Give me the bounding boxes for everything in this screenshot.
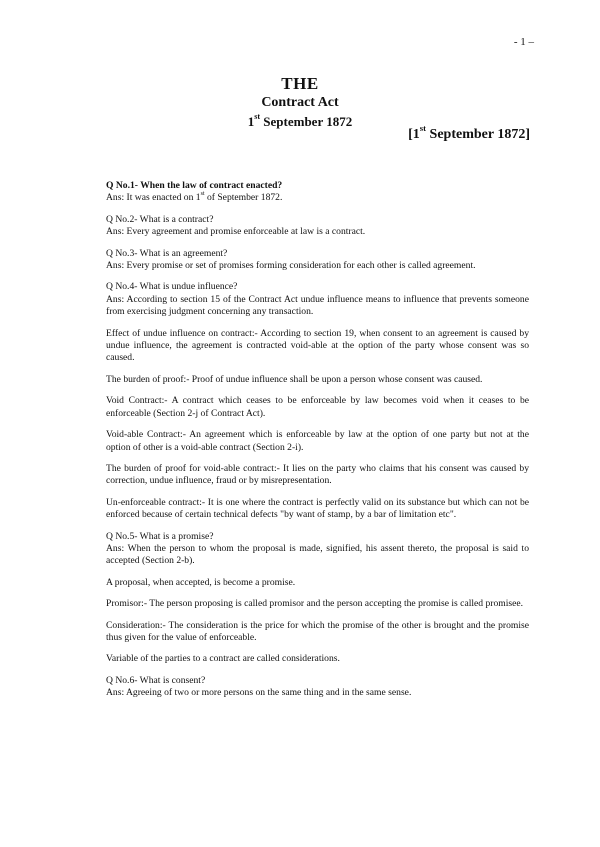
document-body xyxy=(106,180,529,709)
title-date-text: 1st September 1872 xyxy=(247,112,353,129)
qa-1 xyxy=(106,180,529,205)
title-date-right-text: [1st September 1872] xyxy=(408,123,530,142)
question-1: Q No.1- When the law of contract enacted? xyxy=(106,180,283,191)
question-3: Q No.3- What is an agreement? xyxy=(106,247,228,259)
title-main xyxy=(0,74,600,94)
paragraph-consideration: Consideration:- The consideration is the price for which the promise of the other is brought and the promise thus given for the value of enforceable. xyxy=(106,619,529,643)
qa-6 xyxy=(106,675,529,700)
question-4: Q No.4- What is undue influence? xyxy=(106,281,238,293)
title-date-right xyxy=(408,123,530,143)
question-6: Q No.6- What is consent? xyxy=(106,674,206,686)
answer-5: Ans: When the person to whom the proposal is made, signified, his assent thereto, the proposal is said to accepted (Section 2-b). xyxy=(106,542,529,567)
paragraph-void-contract: Void Contract:- A contract which ceases to be enforceable by law becomes void when it ceases to be enforceable (Section 2-j of Contract Act). xyxy=(106,395,529,419)
qa-5 xyxy=(106,531,529,568)
paragraph-voidable-contract: Void-able Contract:- An agreement which is enforceable by law at the option of one party but not at the option of other is a void-able contract (Section 2-i). xyxy=(106,429,529,453)
answer-4: Ans: According to section 15 of the Contract Act undue influence means to influence that prevents someone from exercising judgment concerning any transaction. xyxy=(106,293,529,318)
title-sub: Contract Act xyxy=(261,95,339,110)
qa-3 xyxy=(106,248,529,273)
paragraph-burden-voidable: The burden of proof for void-able contract:- It lies on the party who claims that his consent was caused by correction, undue influence, fraud or by misrepresentation. xyxy=(106,462,529,487)
paragraph-proposal: A proposal, when accepted, is become a promise. xyxy=(106,576,296,588)
page-number: - 1 – xyxy=(513,36,534,48)
answer-1: Ans: It was enacted on 1st of September 1872. xyxy=(106,191,283,204)
paragraph-undue-effect: Effect of undue influence on contract:- According to section 19, when consent to an agreement is caused by undue influence, the agreement is contracted void-able at the option of the party whose consent was so caused. xyxy=(106,327,529,364)
answer-3: Ans: Every promise or set of promises forming consideration for each other is called agreement. xyxy=(106,260,476,272)
paragraph-promisor: Promisor:- The person proposing is called promisor and the person accepting the promise is called promisee. xyxy=(106,598,524,610)
answer-2: Ans: Every agreement and promise enforceable at law is a contract. xyxy=(106,226,366,238)
paragraph-burden-proof: The burden of proof:- Proof of undue influence shall be upon a person whose consent was caused. xyxy=(106,373,483,385)
question-5: Q No.5- What is a promise? xyxy=(106,530,214,542)
paragraph-unenforceable: Un-enforceable contract:- It is one where the contract is perfectly valid on its substance but which can not be enforced because of certain technical defects "by want of stamp, by a bar of limitation etc". xyxy=(106,496,529,521)
title-main-text: THE xyxy=(281,74,319,93)
paragraph-variable: Variable of the parties to a contract are called considerations. xyxy=(106,653,340,665)
answer-6: Ans: Agreeing of two or more persons on the same thing and in the same sense. xyxy=(106,687,412,699)
qa-4 xyxy=(106,281,529,318)
qa-2 xyxy=(106,214,529,239)
question-2: Q No.2- What is a contract? xyxy=(106,213,214,225)
